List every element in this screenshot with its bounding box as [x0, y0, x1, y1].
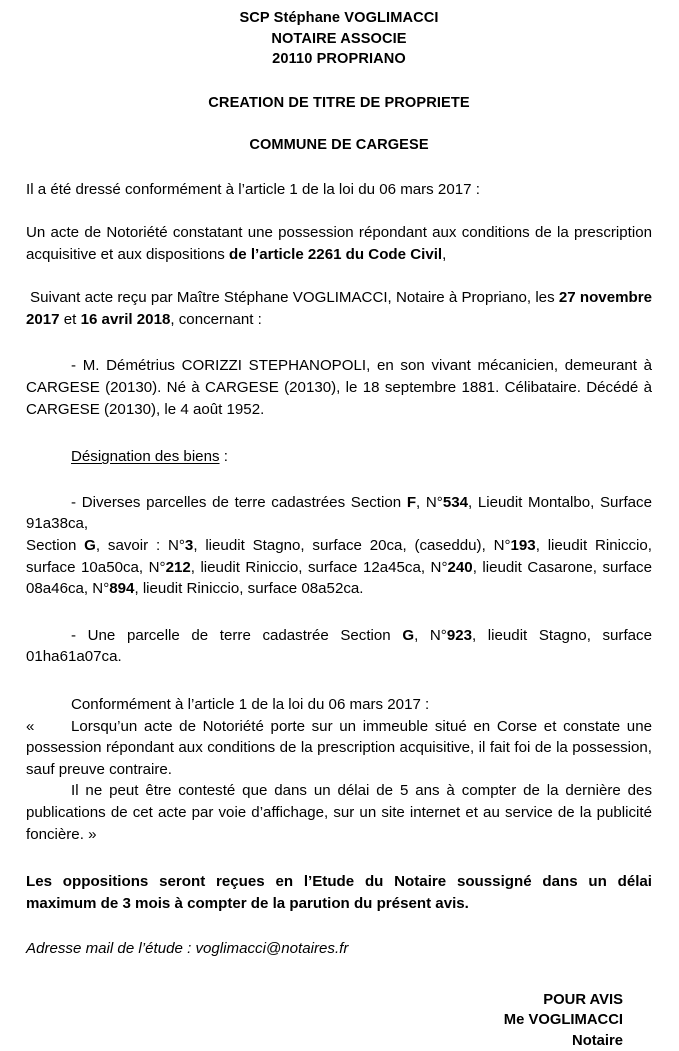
- paragraph-email-address: Adresse mail de l’étude : voglimacci@notaires.fr: [26, 940, 349, 958]
- parcels-seg5: , savoir : N°: [95, 537, 185, 555]
- designation-heading-colon: :: [219, 448, 228, 466]
- parcel2-section-g: G: [402, 626, 415, 644]
- paragraph-deceased-person: - M. Démétrius CORIZZI STEPHANOPOLI, en son vivant mécanicien, demeurant à CARGESE (20130). Né à CARGESE (20130), le 18 septembre 1881. Célibataire. Décédé à CARGESE (20130), le 4 août 1952.: [26, 357, 652, 418]
- paragraph-single-parcel: [26, 625, 652, 668]
- parcel-number-534: 534: [442, 493, 469, 511]
- paragraph-law-quote-1: [26, 716, 652, 781]
- suivant-part2: et: [59, 310, 81, 328]
- guillemet-open-icon: «: [26, 717, 35, 735]
- signature-pour-avis: POUR AVIS: [543, 991, 623, 1008]
- parcel-number-193: 193: [510, 537, 536, 555]
- section-heading-designation: [26, 446, 652, 468]
- parcel-section-g: G: [84, 537, 96, 555]
- paragraph-suivant-acte: [26, 287, 652, 330]
- parcels-seg7: , lieudit Riniccio, surface 10a50ca, N°: [26, 537, 652, 576]
- parcel-number-3: 3: [184, 537, 194, 555]
- parcels-seg3: , Lieudit Montalbo, Surface 91a38ca,: [26, 493, 653, 533]
- parcels-seg9: , lieudit Casarone, surface 08a46ca, N°: [26, 558, 652, 598]
- letterhead-role: NOTAIRE ASSOCIE: [271, 30, 407, 47]
- parcel2-seg2: , N°: [414, 626, 447, 644]
- law-quote-text-1: Lorsqu’un acte de Notoriété porte sur un immeuble situé en Corse et constate une possession répondant aux conditions de la prescription acquisitive, il fait foi de la possession, sauf preuve contraire.: [26, 717, 652, 778]
- suivant-part1: Suivant acte reçu par Maître Stéphane VOGLIMACCI, Notaire à Propriano, les: [30, 289, 559, 307]
- acte-text-after: ,: [442, 245, 447, 263]
- parcel-number-923: 923: [446, 626, 472, 644]
- parcels-seg2: , N°: [416, 493, 443, 511]
- parcels-seg8: , lieudit Riniccio, surface 12a45ca, N°: [190, 558, 448, 576]
- parcel-section-f: F: [406, 493, 417, 511]
- suivant-date-1: 27 novembre 2017: [26, 289, 652, 328]
- parcel-number-212: 212: [165, 558, 191, 576]
- suivant-date-2: 16 avril 2018: [80, 310, 171, 328]
- paragraph-conformement-lead: Conformément à l’article 1 de la loi du 06 mars 2017 :: [71, 696, 430, 713]
- suivant-part3: , concernant :: [170, 310, 262, 328]
- parcels-seg1: - Diverses parcelles de terre cadastrées Section: [71, 493, 407, 511]
- paragraph-law-quote-2: Il ne peut être contesté que dans un délai de 5 ans à compter de la dernière des publications de cet acte par voie d’affichage, sur un site internet et au service de la publicité foncière. »: [26, 782, 652, 843]
- paragraph-acte-notoriete: [26, 222, 652, 265]
- paragraph-oppositions-notice: Les oppositions seront reçues en l’Etude du Notaire soussigné dans un délai maximum de 3 mois à compter de la parution du présent avis.: [26, 873, 652, 912]
- parcel2-seg3: , lieudit Stagno, surface 01ha61a07ca.: [26, 626, 652, 666]
- letterhead: [26, 8, 652, 70]
- acte-text-before: Un acte de Notoriété constatant une possession répondant aux conditions de la prescription acquisitive et aux dispositions: [26, 224, 652, 263]
- signature-notary-title: Notaire: [572, 1032, 623, 1049]
- parcel-number-894: 894: [109, 580, 135, 598]
- letterhead-firm-name: SCP Stéphane VOGLIMACCI: [239, 10, 439, 26]
- designation-heading-label: Désignation des biens: [71, 448, 220, 466]
- parcels-seg10: , lieudit Riniccio, surface 08a52ca.: [134, 580, 364, 598]
- letterhead-city: 20110 PROPRIANO: [272, 51, 406, 67]
- parcels-seg4: Section: [26, 537, 85, 555]
- paragraph-parcels-list: [26, 492, 652, 600]
- parcels-seg6: , lieudit Stagno, surface 20ca, (caseddu), N°: [193, 537, 511, 555]
- document-title: CREATION DE TITRE DE PROPRIETE: [208, 94, 470, 111]
- acte-legal-reference: de l’article 2261 du Code Civil: [229, 245, 443, 263]
- signature-block: [26, 990, 652, 1051]
- document-subtitle-commune: COMMUNE DE CARGESE: [249, 136, 429, 153]
- signature-notary-name: Me VOGLIMACCI: [503, 1012, 623, 1029]
- paragraph-intro: Il a été dressé conformément à l’article 1 de la loi du 06 mars 2017 :: [26, 180, 480, 198]
- parcel-number-240: 240: [447, 558, 473, 576]
- parcel2-seg1: - Une parcelle de terre cadastrée Section: [71, 626, 403, 644]
